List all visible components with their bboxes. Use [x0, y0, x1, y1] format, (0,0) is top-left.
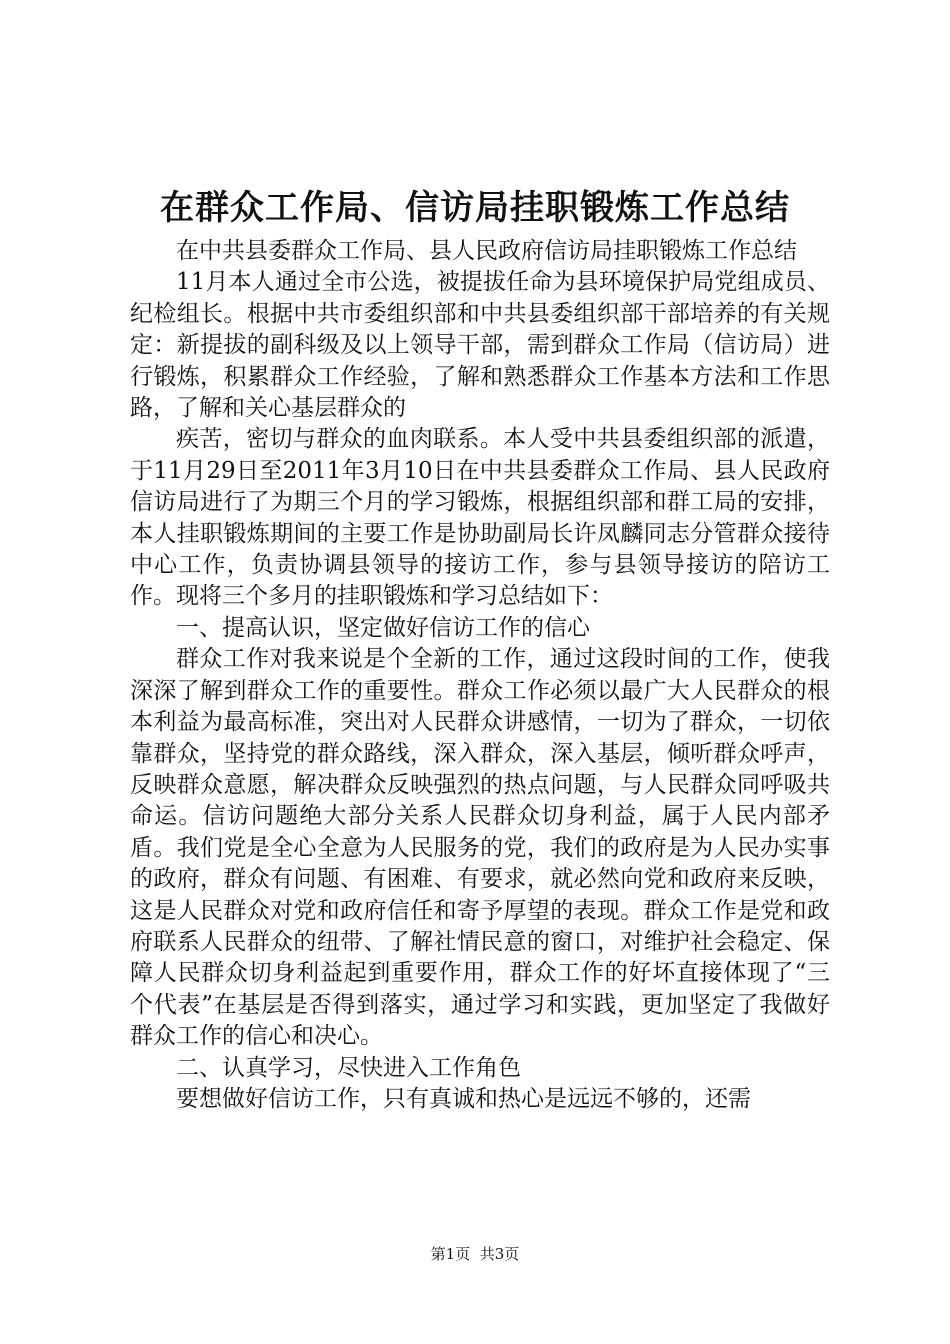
section-heading-1: 一、提高认识，坚定做好信访工作的信心 [176, 614, 590, 641]
paragraph-intro: 11月本人通过全市公选，被提拔任命为县环境保护局党组成员、纪检组长。根据中共市委组织部和中共县委组织部干部培养的有关规定：新提拔的副科级及以上领导干部，需到群众工作局（信访局）进行锻炼，积累群众工作经验，了解和熟悉群众工作基本方法和工作思路，了解和关心基层群众的 [130, 269, 830, 422]
document-body [130, 236, 830, 1115]
section-heading-2: 二、认真学习，尽快进入工作角色 [176, 1054, 521, 1081]
page-total: 共3页 [479, 1245, 520, 1263]
document-title: 在群众工作局、信访局挂职锻炼工作总结 [160, 188, 790, 228]
paragraph-section-1: 群众工作对我来说是个全新的工作，通过这段时间的工作，使我深深了解到群众工作的重要性。群众工作必须以最广大人民群众的根本利益为最高标准，突出对人民群众讲感情，一切为了群众，一切依靠群众，坚持党的群众路线，深入群众，深入基层，倾听群众呼声，反映群众意愿，解决群众反映强烈的热点问题，与人民群众同呼吸共命运。信访问题绝大部分关系人民群众切身利益，属于人民内部矛盾。我们党是全心全意为人民服务的党，我们的政府是为人民办实事的政府，群众有问题、有困难、有要求，就必然向党和政府来反映，这是人民群众对党和政府信任和寄予厚望的表现。群众工作是党和政府联系人民群众的纽带、了解社情民意的窗口，对维护社会稳定、保障人民群众切身利益起到重要作用，群众工作的好坏直接体现了“三个代表”在基层是否得到落实，通过学习和实践，更加坚定了我做好群众工作的信心和决心。 [130, 646, 830, 1050]
paragraph-subtitle: 在中共县委群众工作局、县人民政府信访局挂职锻炼工作总结 [176, 238, 797, 264]
page-footer [0, 1243, 950, 1265]
paragraph-section-2: 要想做好信访工作，只有真诚和热心是远远不够的，还需 [176, 1085, 751, 1112]
paragraph-assignment: 疾苦，密切与群众的血肉联系。本人受中共县委组织部的派遣，于11月29日至2011年3月10日在中共县委群众工作局、县人民政府信访局进行了为期三个月的学习锻炼，根据组织部和群工局的安排，本人挂职锻炼期间的主要工作是协助副局长许凤麟同志分管群众接待中心工作，负责协调县领导的接访工作，参与县领导接访的陪访工作。现将三个多月的挂职锻炼和学习总结如下： [130, 426, 830, 610]
page-number: 第1页 [430, 1245, 471, 1263]
